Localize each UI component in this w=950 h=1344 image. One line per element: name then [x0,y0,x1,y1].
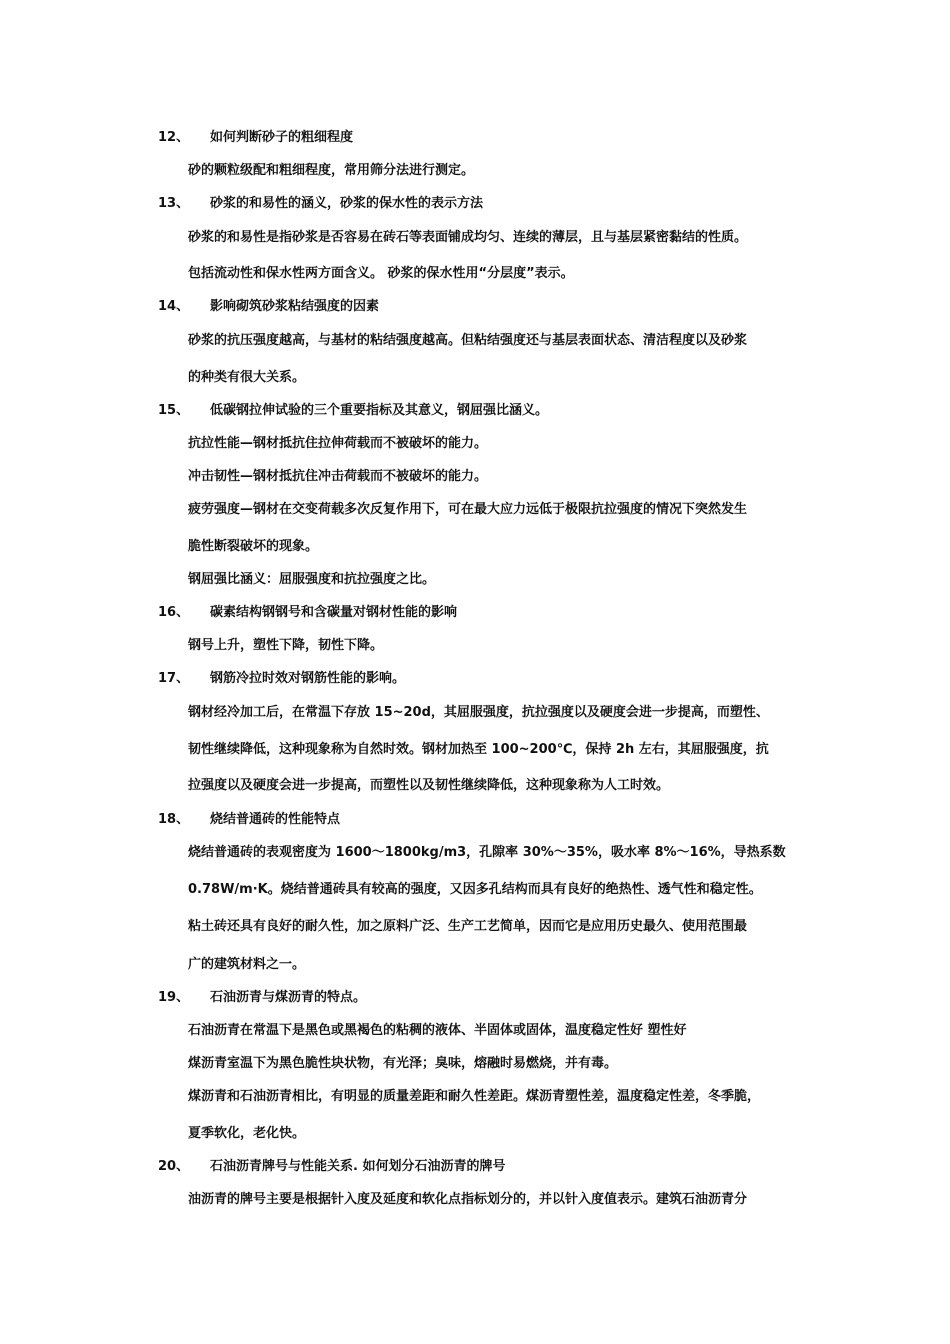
answer-line: 粘土砖还具有良好的耐久性，加之原料广泛、生产工艺简单，因而它是应用历史最久、使用范围最 [188,919,748,934]
question-title: 低碳钢拉伸试验的三个重要指标及其意义，钢屈强比涵义。 [210,403,549,418]
question-number: 17、 [158,671,190,686]
answer-line: 油沥青的牌号主要是根据针入度及延度和软化点指标划分的，并以针入度值表示。建筑石油沥青分 [188,1192,748,1207]
question-title: 石油沥青与煤沥青的特点。 [210,990,367,1005]
answer-line: 夏季软化，老化快。 [188,1126,306,1141]
question-heading [158,196,483,212]
question-number: 15、 [158,403,190,418]
question-number: 18、 [158,812,190,827]
question-heading [158,671,405,687]
question-title: 碳素结构钢钢号和含碳量对钢材性能的影响 [210,605,458,620]
question-number: 20、 [158,1159,190,1174]
answer-line: 煤沥青和石油沥青相比，有明显的质量差距和耐久性差距。煤沥青塑性差，温度稳定性差，冬季脆， [188,1089,761,1104]
question-title: 烧结普通砖的性能特点 [210,812,341,827]
answer-line: 包括流动性和保水性两方面含义。 砂浆的保水性用“分层度”表示。 [188,266,574,281]
answer-line: 广的建筑材料之一。 [188,957,306,972]
question-title: 钢筋冷拉时效对钢筋性能的影响。 [210,671,406,686]
answer-line: 煤沥青室温下为黑色脆性块状物，有光泽；臭味，熔融时易燃烧，并有毒。 [188,1056,618,1071]
answer-line: 钢材经冷加工后，在常温下存放 15~20d，其屈服强度，抗拉强度以及硬度会进一步提高，而塑性、 [188,705,769,720]
question-title: 砂浆的和易性的涵义，砂浆的保水性的表示方法 [210,196,484,211]
answer-line: 拉强度以及硬度会进一步提高，而塑性以及韧性继续降低，这种现象称为人工时效。 [188,778,670,793]
question-heading [158,1159,505,1175]
question-number: 16、 [158,605,190,620]
question-number: 12、 [158,130,190,145]
answer-line: 石油沥青在常温下是黑色或黑褐色的粘稠的液体、半固体或固体，温度稳定性好 塑性好 [188,1023,687,1038]
answer-line: 韧性继续降低，这种现象称为自然时效。钢材加热至 100~200℃，保持 2h 左右，其屈服强度，抗 [188,742,769,757]
question-title: 影响砌筑砂浆粘结强度的因素 [210,299,380,314]
question-heading [158,130,353,146]
question-heading [158,403,548,419]
question-heading [158,812,340,828]
question-heading [158,299,379,315]
question-title: 石油沥青牌号与性能关系. 如何划分石油沥青的牌号 [210,1159,506,1174]
answer-line: 砂浆的和易性是指砂浆是否容易在砖石等表面铺成均匀、连续的薄层，且与基层紧密黏结的性质。 [188,230,748,245]
answer-line: 烧结普通砖的表观密度为 1600～1800kg/m3，孔隙率 30%～35%，吸水率 8%～16%，导热系数 [188,845,786,860]
question-heading [158,990,366,1006]
answer-line: 抗拉性能—钢材抵抗住拉伸荷载而不被破坏的能力。 [188,436,488,451]
question-title: 如何判断砂子的粗细程度 [210,130,354,145]
question-heading [158,605,457,621]
question-number: 13、 [158,196,190,211]
answer-line: 脆性断裂破坏的现象。 [188,539,319,554]
answer-line: 钢号上升，塑性下降，韧性下降。 [188,638,384,653]
answer-line: 0.78W/m·K。烧结普通砖具有较高的强度，又因多孔结构而具有良好的绝热性、透气性和稳定性。 [188,882,762,897]
question-number: 19、 [158,990,190,1005]
answer-line: 钢屈强比涵义：屈服强度和抗拉强度之比。 [188,572,436,587]
answer-line: 的种类有很大关系。 [188,370,306,385]
answer-line: 疲劳强度—钢材在交变荷载多次反复作用下，可在最大应力远低于极限抗拉强度的情况下突然发生 [188,502,748,517]
answer-line: 砂的颗粒级配和粗细程度，常用筛分法进行测定。 [188,163,475,178]
answer-line: 冲击韧性—钢材抵抗住冲击荷载而不被破坏的能力。 [188,469,488,484]
answer-line: 砂浆的抗压强度越高，与基材的粘结强度越高。但粘结强度还与基层表面状态、清洁程度以及砂浆 [188,333,748,348]
question-number: 14、 [158,299,190,314]
